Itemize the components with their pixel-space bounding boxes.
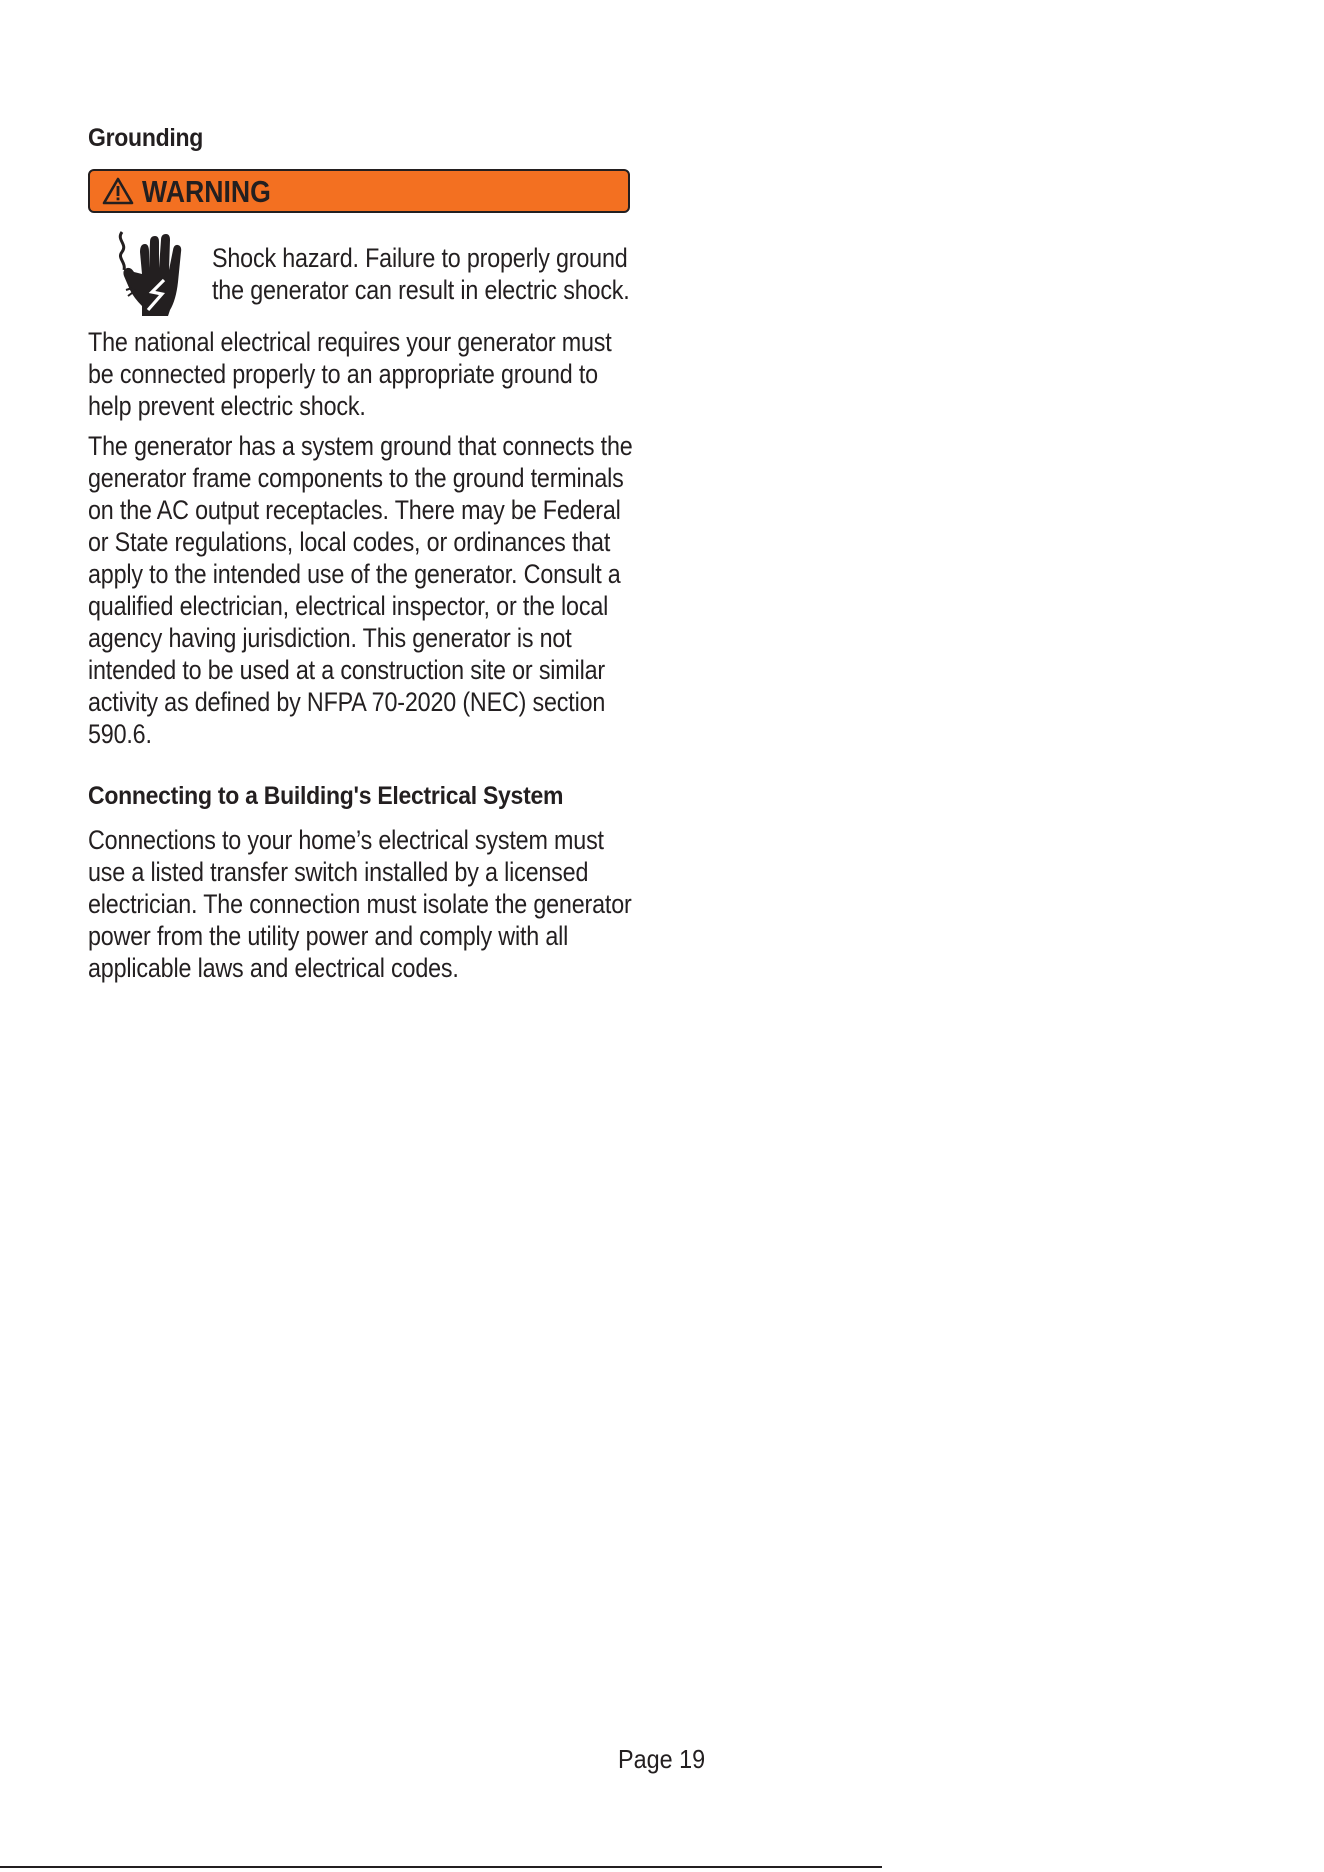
connecting-paragraph [88, 824, 632, 984]
text-line: agency having jurisdiction. This generator is not [88, 623, 572, 653]
text-line: apply to the intended use of the generator. Consult a [88, 559, 621, 589]
text-line: intended to be used at a construction site or similar [88, 655, 605, 685]
warning-label: WARNING [142, 174, 271, 209]
text-line: use a listed transfer switch installed by a licensed [88, 857, 589, 887]
text-line: The generator has a system ground that connects the [88, 431, 633, 461]
text-line: The national electrical requires your generator must [88, 327, 612, 357]
warning-banner [88, 169, 630, 213]
text-line: Connections to your home’s electrical system must [88, 825, 604, 855]
grounding-paragraph-1 [88, 326, 616, 422]
page-number: Page 19 [618, 1744, 706, 1774]
footer-divider [0, 1866, 882, 1868]
warning-message-line: the generator can result in electric shock. [212, 275, 630, 305]
text-line: 590.6. [88, 719, 152, 749]
grounding-heading: Grounding [88, 124, 204, 152]
text-line: activity as defined by NFPA 70-2020 (NEC) section [88, 687, 606, 717]
text-line: or State regulations, local codes, or ordinances that [88, 527, 611, 557]
warning-message-line: Shock hazard. Failure to properly ground [212, 243, 628, 273]
text-line: help prevent electric shock. [88, 391, 366, 421]
text-line: electrician. The connection must isolate the generator [88, 889, 632, 919]
warning-triangle-icon [102, 177, 134, 205]
warning-message [212, 242, 634, 306]
text-line: power from the utility power and comply with all [88, 921, 569, 951]
connecting-heading: Connecting to a Building's Electrical System [88, 782, 564, 810]
text-line: be connected properly to an appropriate ground to [88, 359, 598, 389]
text-line: qualified electrician, electrical inspector, or the local [88, 591, 609, 621]
text-line: generator frame components to the ground terminals [88, 463, 624, 493]
electric-shock-hand-icon [112, 230, 190, 316]
text-line: applicable laws and electrical codes. [88, 953, 459, 983]
text-line: on the AC output receptacles. There may be Federal [88, 495, 621, 525]
grounding-paragraph-2 [88, 430, 633, 750]
